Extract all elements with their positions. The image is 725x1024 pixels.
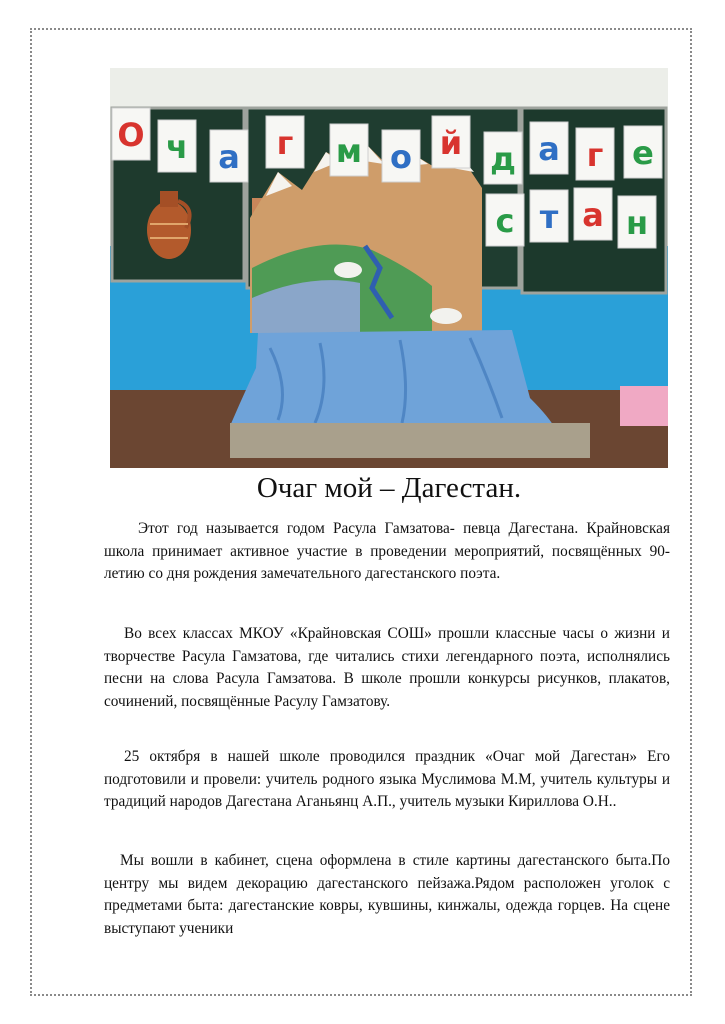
banner-letter: о [390,138,412,176]
banner-letter: т [539,198,559,236]
banner-letter-card [574,188,612,240]
banner-letter-card [530,190,568,242]
banner-letter: а [538,130,560,168]
banner-letter-card [266,116,304,168]
banner-letter-card [486,194,524,246]
banner-letter-card [432,116,470,168]
banner-letter: д [490,140,516,178]
banner-letter: а [582,196,604,234]
banner-letter: с [495,202,515,240]
banner-letter-card [530,122,568,174]
banner-letter-card [382,130,420,182]
paragraph-1: Этот год называется годом Расула Гамзатова- певца Дагестана. Крайновская школа принимает активное участие в проведении мероприятий, посвящённых 90- летию со дня рождения замечательного дагестанского поэта. [104,520,670,583]
banner-letter: й [439,124,463,162]
paragraph-3: 25 октября в нашей школе проводился праздник «Очаг мой Дагестан» Его подготовили и провели: учитель родного языка Муслимова М.М, учитель культуры и традиций народов Дагестана Аганьянц А.П., учитель музыки Кириллова О.Н.. [104,748,670,811]
paragraph-2: Во всех классах МКОУ «Крайновская СОШ» прошли классные часы о жизни и творчестве Расула Гамзатова, где читались стихи легендарного поэта, исполнялись песни на слова Расула Гамзатова. В школе прошли конкурсы рисунков, плакатов, сочинений, посвящённые Расулу Гамзатову. [104,625,670,710]
banner-letter-card [330,124,368,176]
banner-letter-card [624,126,662,178]
banner-letter: м [335,132,363,170]
banner-letter-card [618,196,656,248]
article-title: Очаг мой – Дагестан. [256,472,522,504]
banner-letter-card [484,132,522,184]
banner-letter: О [117,116,145,154]
banner-letter: н [625,204,649,242]
banner-letter-card [112,108,150,160]
banner-letter: а [218,138,240,176]
banner-letter: ч [166,128,188,166]
classroom-photo [110,68,668,468]
banner-letter-card [158,120,196,172]
paragraph-4: Мы вошли в кабинет, сцена оформлена в стиле картины дагестанского быта.По центру мы видем декорацию дагестанского пейзажа.Рядом расположен уголок с предметами быта: дагестанские ковры, кувшины, кинжалы, одежда горцев. На сцене выступают ученики [104,852,670,937]
banner-letter-card [210,130,248,182]
banner-letter: г [276,124,294,162]
banner-letter: е [632,134,654,172]
banner-letter: г [586,136,604,174]
banner-letter-card [576,128,614,180]
